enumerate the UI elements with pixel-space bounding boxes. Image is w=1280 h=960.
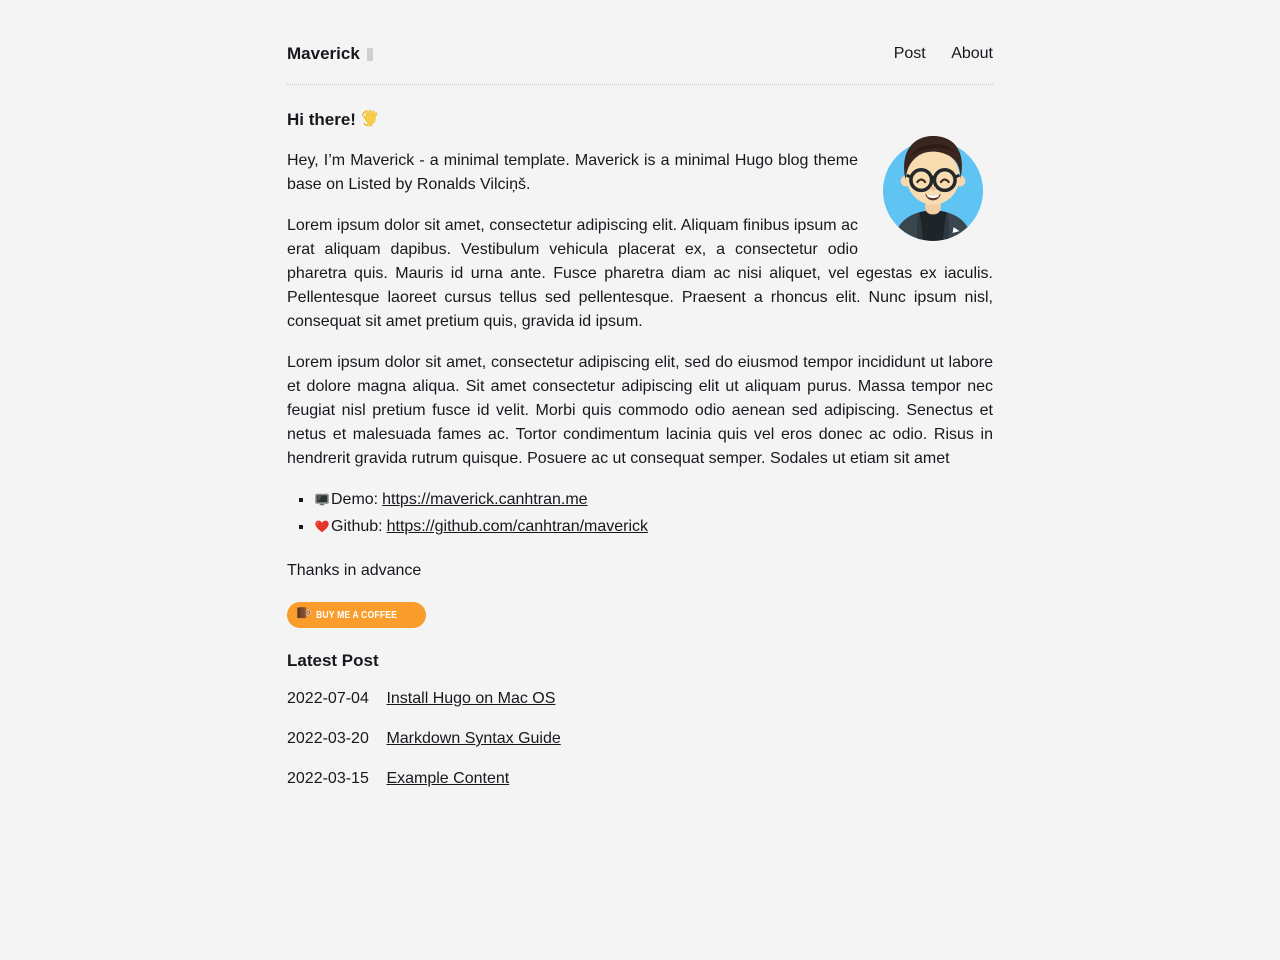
site-title: Maverick <box>287 44 360 63</box>
site-header <box>287 44 993 85</box>
nav-item-post[interactable]: Post <box>893 45 926 62</box>
post-row <box>287 687 993 711</box>
post-link-install-hugo[interactable]: Install Hugo on Mac OS <box>386 690 556 707</box>
list-item-demo <box>314 488 993 515</box>
page-container <box>287 0 993 791</box>
list-item-github <box>314 515 993 542</box>
lorem-paragraph-1: Lorem ipsum dolor sit amet, consectetur adipiscing elit. Aliquam finibus ipsum ac erat aliquam dapibus. Vestibulum vehicula placerat ex, a consectetur odio pharetra quis. Mauris id urna ante. Fusce pharetra diam ac nisi aliquet, vel egestas ex iaculis. Pellentesque laoreet cursus tellus sed pellentesque. Praesent a rhoncus elit. Nunc ipsum nisl, consequat sit amet pretium quis, gravida id ipsum. <box>287 217 993 330</box>
intro-paragraph: Hey, I’m Maverick - a minimal template. Maverick is a minimal Hugo blog theme base on Listed by Ronalds Vilciņš. <box>287 152 858 193</box>
post-row <box>287 767 993 791</box>
waving-hand-icon <box>360 108 379 132</box>
latest-post-heading: Latest Post <box>287 651 379 670</box>
bmc-wrap <box>287 602 993 628</box>
post-date: 2022-07-04 <box>287 690 369 707</box>
demo-label: Demo: <box>331 491 379 508</box>
post-row <box>287 727 993 751</box>
main-content <box>287 108 993 791</box>
greeting-text: Hi there! <box>287 110 356 129</box>
post-date: 2022-03-20 <box>287 730 369 747</box>
coffee-mug-icon <box>295 604 312 626</box>
red-heart-icon <box>314 518 330 542</box>
avatar <box>882 126 984 242</box>
post-date: 2022-03-15 <box>287 770 369 787</box>
site-nav <box>873 45 993 63</box>
post-link-markdown-guide[interactable]: Markdown Syntax Guide <box>386 730 561 747</box>
site-title-link[interactable] <box>287 44 373 64</box>
bmc-button-label: BUY ME A COFFEE <box>316 609 398 621</box>
nav-item-about[interactable]: About <box>951 45 993 62</box>
demo-link[interactable]: https://maverick.canhtran.me <box>382 491 588 508</box>
buy-me-a-coffee-button[interactable] <box>287 602 426 628</box>
desktop-computer-icon <box>314 491 330 515</box>
github-label: Github: <box>331 518 383 535</box>
thanks-text: Thanks in advance <box>287 562 422 579</box>
github-link[interactable]: https://github.com/canhtran/maverick <box>386 518 649 535</box>
post-link-example-content[interactable]: Example Content <box>386 770 510 787</box>
project-links-list <box>287 488 993 542</box>
lorem-paragraph-2: Lorem ipsum dolor sit amet, consectetur adipiscing elit, sed do eiusmod tempor incididunt ut labore et dolore magna aliqua. Sit amet consectetur adipiscing elit ut aliquam purus. Massa tempor nec feugiat nisl pretium fusce id velit. Morbi quis commodo odio aenean sed adipiscing. Senectus et netus et malesuada fames ac. Tortor condimentum lacinia quis vel eros donec ac odio. Risus in hendrerit gravida rutrum quisque. Posuere ac ut consequat semper. Sodales ut etiam sit amet <box>287 354 993 467</box>
text-cursor-icon <box>367 48 373 61</box>
